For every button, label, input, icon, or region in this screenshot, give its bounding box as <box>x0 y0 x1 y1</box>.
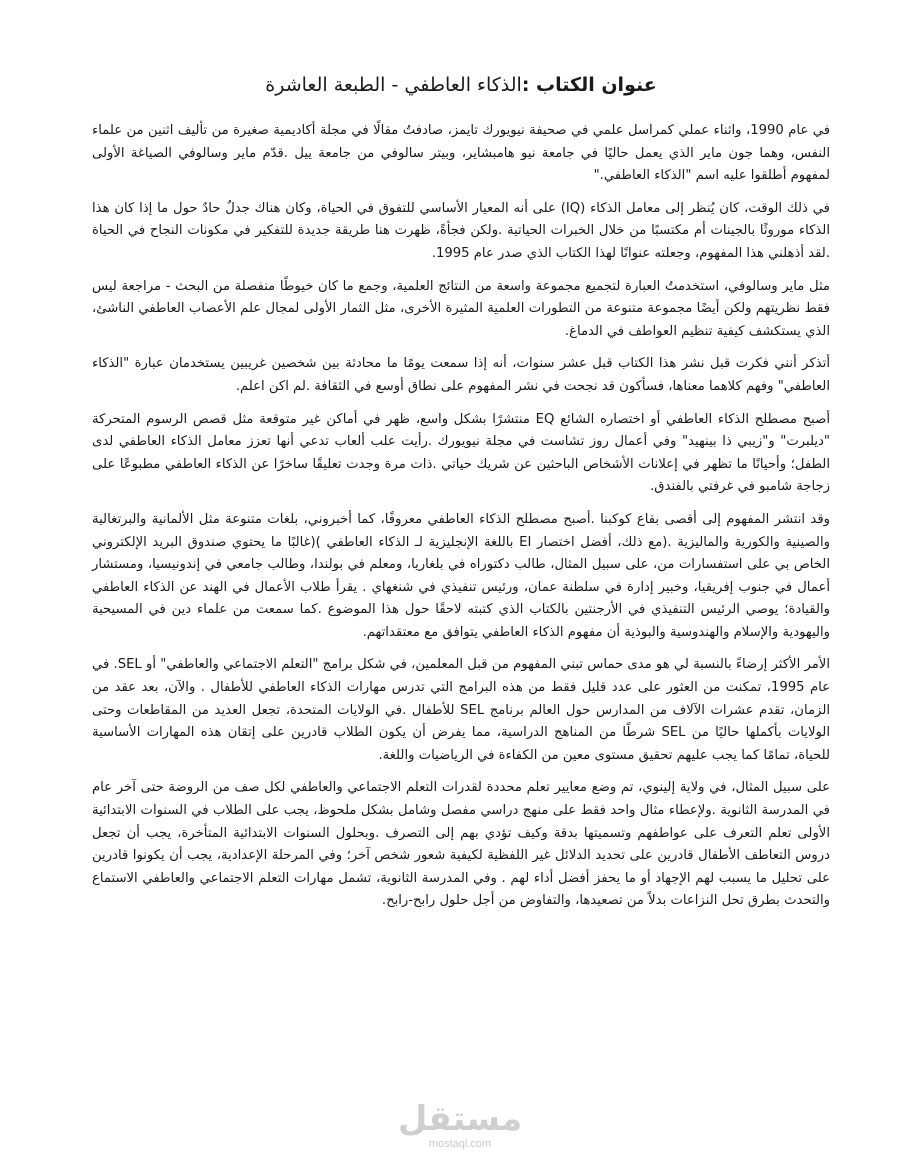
paragraph-3: مثل ماير وسالوفي، استخدمتُ العبارة لتجميع مجموعة واسعة من النتائج العلمية، وجمع ما كان خيوطًا منفصلة من البحث - مراجعة ليس فقط نظريتهم ولكن أيضًا مجموعة متنوعة من التطورات العلمية المثيرة الأخرى، مثل الثمار الأولى لمجال علم الأعصاب العاطفي الناشئ، الذي يستكشف كيفية تنظيم العواطف في الدماغ. <box>92 278 830 339</box>
watermark-url: mostaql.com <box>428 1138 492 1150</box>
title-label: عنوان الكتاب : <box>521 74 657 96</box>
paragraph-1: في عام 1990، واثناء عملي كمراسل علمي في صحيفة نيويورك تايمز، صادفتُ مقالًا في مجلة أكاديمية صغيرة من تأليف اثنين من علماء النفس، وهما جون ماير الذي يعمل حاليًا في جامعة نيو هامبشاير، وبيتر سالوفي من جامعة ييل .قدّم ماير وسالوفي الصياغة الأولى لمفهوم أطلقوا عليه اسم "الذكاء العاطفي." <box>92 123 830 184</box>
paragraph-4: أتذكر أنني فكرت قبل نشر هذا الكتاب قبل عشر سنوات، أنه إذا سمعت يومًا ما محادثة بين شخصين غريبين يستخدمان عبارة "الذكاء العاطفي" وفهم كلاهما معناها، فسأكون قد نجحت في نشر المفهوم على نطاق أوسع في الثقافة .لم اكن اعلم. <box>92 356 830 394</box>
title-text: الذكاء العاطفي - الطبعة العاشرة <box>265 74 522 96</box>
page-title <box>92 72 830 98</box>
paragraph-6: وقد انتشر المفهوم إلى أقصى بقاع كوكبنا .أصبح مصطلح الذكاء العاطفي معروفًا، كما أخبروني، بلغات متنوعة مثل الألمانية والبرتغالية والصينية والكورية والماليزية .(مع ذلك، أفضل اختصار EI باللغة الإنجليزية لـ الذكاء العاطفي )(غالبًا ما يحتوي صندوق البريد الإلكتروني الخاص بي على استفسارات من، على سبيل المثال، طالب دكتوراه في بلغاريا، ومعلم في بولندا، وطالب جامعي في إندونيسيا، ومستشار أعمال في جنوب إفريقيا، وخبير إدارة في سلطنة عمان، ورئيس تنفيذي في شنغهاي . يقرأ طلاب الأعمال في الهند عن الذكاء العاطفي والقيادة؛ يوصي الرئيس التنفيذي في الأرجنتين بالكتاب الذي كتبته لاحقًا حول هذا الموضوع .كما سمعت من علماء دين في المسيحية واليهودية والإسلام والهندوسية والبوذية أن مفهوم الذكاء العاطفي يتوافق مع معتقداتهم. <box>92 511 830 640</box>
paragraph-7: الأمر الأكثر إرضاءً بالنسبة لي هو مدى حماس تبني المفهوم من قبل المعلمين، في شكل برامج "التعلم الاجتماعي والعاطفي" أو SEL. في عام 1995، تمكنت من العثور على عدد قليل فقط من هذه البرامج التي تدرس مهارات الذكاء العاطفي للأطفال . والآن، بعد عقد من الزمان، تقدم عشرات الآلاف من المدارس حول العالم برنامج SEL للأطفال .في الولايات المتحدة، تجعل العديد من المقاطعات وحتى الولايات بأكملها حاليًا من SEL شرطًا من المناهج الدراسية، مما يفرض أن يكون الطلاب قادرين على إتقان هذه المهارات الأساسية للحياة، تمامًا كما يجب عليهم تحقيق مستوى معين من الكفاءة في الرياضيات واللغة. <box>92 657 831 763</box>
paragraph-8: على سبيل المثال، في ولاية إلينوي، تم وضع معايير تعلم محددة لقدرات التعلم الاجتماعي والعاطفي لكل صف من الروضة حتى آخر عام في المدرسة الثانوية .ولإعطاء مثال واحد فقط على منهج دراسي مفصل وشامل بشكل ملحوظ، يجب على الطلاب في السنوات الابتدائية الأولى تعلم التعرف على عواطفهم وتسميتها بدقة وكيف تؤدي بهم إلى التصرف .وبحلول السنوات الابتدائية المتأخرة، يجب أن تجعل دروس التعاطف الأطفال قادرين على تحديد الدلائل غير اللفظية لكيفية شعور شخص آخر؛ وفي المرحلة الإعدادية، يجب أن يكونوا قادرين على تحليل ما يسبب لهم الإجهاد أو ما يحفز أفضل أداء لهم . وفي المدرسة الثانوية، تشمل مهارات التعلم الاجتماعي والعاطفي الاستماع والتحدث بطرق تحل النزاعات بدلاً من تصعيدها، والتفاوض من أجل حلول رابح-رابح. <box>92 780 830 909</box>
paragraph-2: في ذلك الوقت، كان يُنظر إلى معامل الذكاء (IQ) على أنه المعيار الأساسي للتفوق في الحياة، وكان هناك جدلٌ حادٌ حول ما إذا كان هذا الذكاء موروثًا بالجينات أم مكتسبًا من خلال الخبرات الحياتية .ولكن فجأةً، ظهرت هنا طريقة جديدة للتفكير في مكونات النجاح في الحياة .لقد أذهلني هذا المفهوم، وجعلته عنوانًا لهذا الكتاب الذي صدر عام 1995. <box>92 200 830 261</box>
watermark-logo-text: مستقل <box>397 1099 523 1139</box>
paragraph-5: أصبح مصطلح الذكاء العاطفي أو اختصاره الشائع EQ منتشرًا بشكل واسع، ظهر في أماكن غير متوقعة مثل قصص الرسوم المتحركة "ديلبرت" و"زيبي ذا بينهيد" وفي أعمال روز تشاست في مجلة نيويورك .رأيت علب ألعاب تدعي أنها تعزز معامل الذكاء العاطفي لدى الطفل؛ وأحيانًا ما تظهر في إعلانات الأشخاص الباحثين عن شريك حياتي .ذات مرة وجدت تعليقًا ساخرًا عن الذكاء العاطفي مطبوعًا على زجاجة شامبو في غرفتي بالفندق. <box>92 411 830 495</box>
